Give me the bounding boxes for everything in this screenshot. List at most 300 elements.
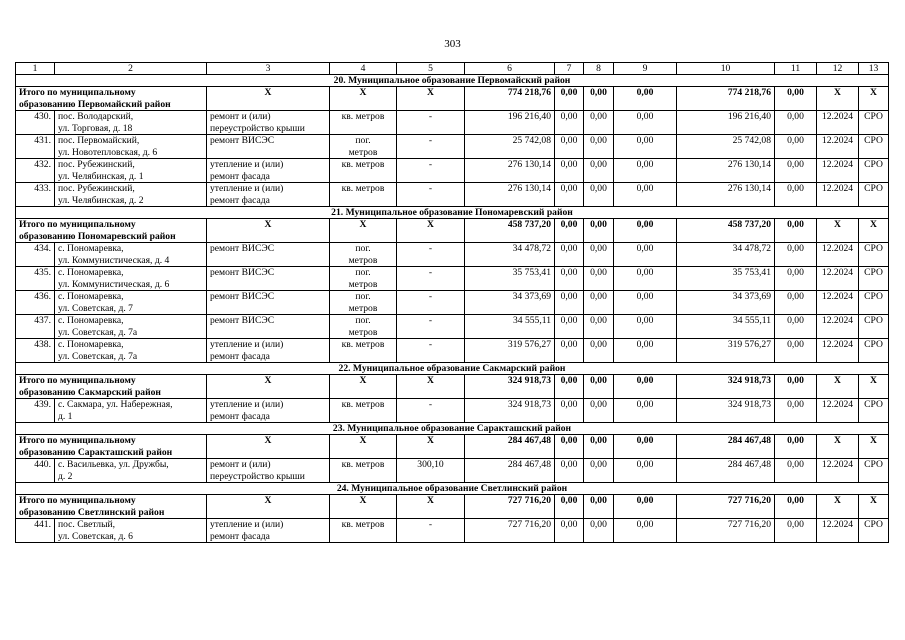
- row-number: 440.: [16, 459, 55, 483]
- cost-cell: 34 555,11: [677, 315, 775, 339]
- address-cell: [55, 183, 207, 207]
- total-cell: 0,00: [614, 495, 677, 519]
- total-cell: X: [859, 219, 889, 243]
- unit-cell: [330, 159, 397, 183]
- cost-cell: 324 918,73: [465, 399, 555, 423]
- unit-cell: [330, 315, 397, 339]
- work-type-cell: [207, 135, 330, 159]
- work-type-cell-line1: утепление и (или): [210, 399, 284, 410]
- section-title: 20. Муниципальное образование Первомайский район: [16, 75, 889, 87]
- total-cell: 0,00: [775, 375, 817, 399]
- column-number: 13: [859, 63, 889, 75]
- section-title-row: [16, 483, 889, 495]
- deadline-cell: 12.2024: [817, 267, 859, 291]
- value-cell: 0,00: [614, 315, 677, 339]
- cost-cell: 34 478,72: [465, 243, 555, 267]
- quantity-cell: -: [397, 243, 465, 267]
- unit-cell-line2: метров: [348, 302, 378, 314]
- work-type-cell: [207, 459, 330, 483]
- row-number: 436.: [16, 291, 55, 315]
- address-cell-line1: с. Пономаревка,: [58, 315, 124, 326]
- total-cost: 774 218,76: [677, 87, 775, 111]
- work-type-cell-line1: ремонт ВИСЭС: [210, 267, 275, 278]
- method-cell: СРО: [859, 159, 889, 183]
- deadline-cell: 12.2024: [817, 111, 859, 135]
- work-type-cell: [207, 291, 330, 315]
- address-cell: [55, 339, 207, 363]
- total-label: [16, 87, 207, 111]
- total-cost: 324 918,73: [677, 375, 775, 399]
- unit-cell-line1: кв. метров: [341, 159, 385, 170]
- deadline-cell: 12.2024: [817, 135, 859, 159]
- value-cell: 0,00: [584, 111, 614, 135]
- method-cell: СРО: [859, 135, 889, 159]
- row-number: 432.: [16, 159, 55, 183]
- column-number: 10: [677, 63, 775, 75]
- table-row: [16, 135, 889, 159]
- value-cell: 0,00: [775, 315, 817, 339]
- deadline-cell: 12.2024: [817, 399, 859, 423]
- total-cell: X: [207, 495, 330, 519]
- address-cell-line2: ул. Коммунистическая, д. 6: [58, 278, 170, 290]
- table-row: [16, 339, 889, 363]
- deadline-cell: 12.2024: [817, 243, 859, 267]
- work-type-cell-line1: ремонт ВИСЭС: [210, 315, 275, 326]
- total-cost: 774 218,76: [465, 87, 555, 111]
- column-number: 3: [207, 63, 330, 75]
- address-cell-line1: пос. Рубежинский,: [58, 183, 135, 194]
- section-total-row: [16, 219, 889, 243]
- column-number: 11: [775, 63, 817, 75]
- unit-cell: [330, 183, 397, 207]
- work-type-cell: [207, 315, 330, 339]
- method-cell: СРО: [859, 291, 889, 315]
- value-cell: 0,00: [555, 399, 584, 423]
- value-cell: 0,00: [775, 267, 817, 291]
- quantity-cell: -: [397, 339, 465, 363]
- row-number: 439.: [16, 399, 55, 423]
- quantity-cell: -: [397, 315, 465, 339]
- column-number: 1: [16, 63, 55, 75]
- address-cell-line1: с. Пономаревка,: [58, 243, 124, 254]
- unit-cell-line1: пог.: [355, 315, 371, 326]
- table-row: [16, 111, 889, 135]
- address-cell: [55, 399, 207, 423]
- column-number: 8: [584, 63, 614, 75]
- value-cell: 0,00: [614, 267, 677, 291]
- column-number: 7: [555, 63, 584, 75]
- work-type-cell: [207, 111, 330, 135]
- work-type-cell-line1: ремонт и (или): [210, 459, 271, 470]
- quantity-cell: -: [397, 135, 465, 159]
- unit-cell-line1: кв. метров: [341, 111, 385, 122]
- quantity-cell: -: [397, 159, 465, 183]
- total-cost: 324 918,73: [465, 375, 555, 399]
- cost-cell: 34 373,69: [465, 291, 555, 315]
- cost-cell: 284 467,48: [465, 459, 555, 483]
- total-cell: X: [859, 87, 889, 111]
- total-cell: X: [397, 495, 465, 519]
- total-cell: 0,00: [584, 375, 614, 399]
- work-type-cell: [207, 159, 330, 183]
- quantity-cell: -: [397, 291, 465, 315]
- address-cell-line1: пос. Рубежинский,: [58, 159, 135, 170]
- unit-cell-line1: кв. метров: [341, 459, 385, 470]
- cost-cell: 35 753,41: [465, 267, 555, 291]
- total-cost: 458 737,20: [465, 219, 555, 243]
- unit-cell-line2: метров: [348, 146, 378, 158]
- value-cell: 0,00: [555, 315, 584, 339]
- value-cell: 0,00: [584, 399, 614, 423]
- work-type-cell-line2: ремонт фасада: [210, 530, 270, 542]
- value-cell: 0,00: [775, 459, 817, 483]
- value-cell: 0,00: [555, 291, 584, 315]
- quantity-cell: -: [397, 399, 465, 423]
- address-cell: [55, 291, 207, 315]
- column-number-row: [16, 63, 889, 75]
- table-row: [16, 243, 889, 267]
- address-cell: [55, 459, 207, 483]
- cost-cell: 324 918,73: [677, 399, 775, 423]
- cost-cell: 35 753,41: [677, 267, 775, 291]
- value-cell: 0,00: [584, 267, 614, 291]
- section-title: 21. Муниципальное образование Пономаревский район: [16, 207, 889, 219]
- work-type-cell-line1: утепление и (или): [210, 183, 284, 194]
- capital-repair-table: [15, 62, 889, 543]
- section-total-row: [16, 435, 889, 459]
- total-cell: 0,00: [584, 435, 614, 459]
- address-cell: [55, 111, 207, 135]
- total-cell: 0,00: [775, 495, 817, 519]
- total-label-line2: образованию Светлинский район: [19, 506, 165, 518]
- work-type-cell-line1: утепление и (или): [210, 159, 284, 170]
- value-cell: 0,00: [584, 159, 614, 183]
- work-type-cell: [207, 399, 330, 423]
- table-row: [16, 159, 889, 183]
- value-cell: 0,00: [614, 339, 677, 363]
- value-cell: 0,00: [584, 315, 614, 339]
- unit-cell-line2: метров: [348, 326, 378, 338]
- total-cell: 0,00: [614, 375, 677, 399]
- work-type-cell-line2: переустройство крыши: [210, 122, 305, 134]
- total-cell: 0,00: [555, 435, 584, 459]
- column-number: 2: [55, 63, 207, 75]
- unit-cell-line1: кв. метров: [341, 339, 385, 350]
- section-total-row: [16, 87, 889, 111]
- column-number: 12: [817, 63, 859, 75]
- total-label-line2: образованию Сакмарский район: [19, 386, 161, 398]
- method-cell: СРО: [859, 183, 889, 207]
- cost-cell: 276 130,14: [677, 183, 775, 207]
- address-cell: [55, 267, 207, 291]
- value-cell: 0,00: [584, 243, 614, 267]
- total-cell: X: [330, 219, 397, 243]
- cost-cell: 196 216,40: [465, 111, 555, 135]
- table-row: [16, 291, 889, 315]
- table-row: [16, 183, 889, 207]
- total-cell: X: [207, 375, 330, 399]
- total-label-line2: образованию Первомайский район: [19, 98, 171, 110]
- total-label: [16, 219, 207, 243]
- quantity-cell: -: [397, 111, 465, 135]
- unit-cell-line2: метров: [348, 278, 378, 290]
- value-cell: 0,00: [775, 135, 817, 159]
- total-cell: 0,00: [555, 219, 584, 243]
- value-cell: 0,00: [584, 183, 614, 207]
- unit-cell: [330, 267, 397, 291]
- row-number: 438.: [16, 339, 55, 363]
- value-cell: 0,00: [555, 183, 584, 207]
- unit-cell-line1: пог.: [355, 267, 371, 278]
- unit-cell: [330, 519, 397, 543]
- total-label-line2: образованию Пономаревский район: [19, 230, 176, 242]
- unit-cell: [330, 111, 397, 135]
- value-cell: 0,00: [584, 291, 614, 315]
- work-type-cell-line2: ремонт фасада: [210, 194, 270, 206]
- address-cell-line1: пос. Первомайский,: [58, 135, 140, 146]
- address-cell-line2: ул. Челябинская, д. 1: [58, 170, 144, 182]
- deadline-cell: 12.2024: [817, 519, 859, 543]
- total-label-line2: образованию Саракташский район: [19, 446, 173, 458]
- unit-cell-line1: кв. метров: [341, 183, 385, 194]
- section-title-row: [16, 363, 889, 375]
- method-cell: СРО: [859, 399, 889, 423]
- cost-cell: 276 130,14: [677, 159, 775, 183]
- address-cell-line2: ул. Торговая, д. 18: [58, 122, 133, 134]
- column-number: 6: [465, 63, 555, 75]
- table-row: [16, 459, 889, 483]
- cost-cell: 34 373,69: [677, 291, 775, 315]
- work-type-cell: [207, 243, 330, 267]
- section-title-row: [16, 423, 889, 435]
- work-type-cell-line2: ремонт фасада: [210, 350, 270, 362]
- table-row: [16, 519, 889, 543]
- method-cell: СРО: [859, 243, 889, 267]
- column-number: 5: [397, 63, 465, 75]
- value-cell: 0,00: [775, 159, 817, 183]
- quantity-cell: -: [397, 267, 465, 291]
- unit-cell: [330, 459, 397, 483]
- total-cell: 0,00: [584, 495, 614, 519]
- address-cell-line2: ул. Советская, д. 7а: [58, 350, 138, 362]
- address-cell-line2: д. 2: [58, 470, 73, 482]
- value-cell: 0,00: [775, 243, 817, 267]
- page-number: 303: [444, 38, 461, 50]
- value-cell: 0,00: [584, 459, 614, 483]
- total-cost: 727 716,20: [465, 495, 555, 519]
- table-row: [16, 399, 889, 423]
- total-cell: 0,00: [584, 219, 614, 243]
- work-type-cell-line2: ремонт фасада: [210, 170, 270, 182]
- total-cell: 0,00: [614, 87, 677, 111]
- column-number: 4: [330, 63, 397, 75]
- unit-cell-line1: кв. метров: [341, 399, 385, 410]
- value-cell: 0,00: [555, 339, 584, 363]
- total-label-line1: Итого по муниципальному: [19, 219, 136, 230]
- unit-cell-line2: метров: [348, 254, 378, 266]
- total-label: [16, 495, 207, 519]
- section-title: 23. Муниципальное образование Саракташский район: [16, 423, 889, 435]
- value-cell: 0,00: [775, 399, 817, 423]
- total-cell: X: [397, 87, 465, 111]
- cost-cell: 34 478,72: [677, 243, 775, 267]
- work-type-cell-line1: ремонт ВИСЭС: [210, 243, 275, 254]
- total-cost: 284 467,48: [465, 435, 555, 459]
- value-cell: 0,00: [555, 111, 584, 135]
- section-total-row: [16, 495, 889, 519]
- total-cell: X: [207, 435, 330, 459]
- address-cell-line2: ул. Челябинская, д. 2: [58, 194, 144, 206]
- address-cell: [55, 159, 207, 183]
- cost-cell: 319 576,27: [465, 339, 555, 363]
- method-cell: СРО: [859, 111, 889, 135]
- total-label: [16, 435, 207, 459]
- total-cell: 0,00: [775, 219, 817, 243]
- work-type-cell-line1: ремонт ВИСЭС: [210, 135, 275, 146]
- value-cell: 0,00: [555, 243, 584, 267]
- total-label-line1: Итого по муниципальному: [19, 435, 136, 446]
- cost-cell: 284 467,48: [677, 459, 775, 483]
- total-cell: 0,00: [614, 435, 677, 459]
- total-label: [16, 375, 207, 399]
- total-cell: 0,00: [555, 87, 584, 111]
- value-cell: 0,00: [555, 459, 584, 483]
- work-type-cell: [207, 183, 330, 207]
- unit-cell-line1: пог.: [355, 291, 371, 302]
- value-cell: 0,00: [775, 519, 817, 543]
- total-cell: X: [397, 435, 465, 459]
- deadline-cell: 12.2024: [817, 291, 859, 315]
- total-cell: 0,00: [775, 87, 817, 111]
- cost-cell: 727 716,20: [677, 519, 775, 543]
- work-type-cell-line1: утепление и (или): [210, 519, 284, 530]
- address-cell-line2: ул. Коммунистическая, д. 4: [58, 254, 170, 266]
- total-label-line1: Итого по муниципальному: [19, 495, 136, 506]
- table-row: [16, 267, 889, 291]
- address-cell-line1: с. Сакмара, ул. Набережная,: [58, 399, 173, 410]
- work-type-cell: [207, 267, 330, 291]
- total-cell: 0,00: [555, 495, 584, 519]
- total-cell: X: [817, 495, 859, 519]
- work-type-cell-line2: переустройство крыши: [210, 470, 305, 482]
- cost-cell: 25 742,08: [677, 135, 775, 159]
- cost-cell: 25 742,08: [465, 135, 555, 159]
- unit-cell-line1: кв. метров: [341, 519, 385, 530]
- value-cell: 0,00: [614, 135, 677, 159]
- value-cell: 0,00: [555, 135, 584, 159]
- row-number: 435.: [16, 267, 55, 291]
- total-cell: 0,00: [775, 435, 817, 459]
- section-total-row: [16, 375, 889, 399]
- total-cell: 0,00: [614, 219, 677, 243]
- address-cell-line1: с. Пономаревка,: [58, 291, 124, 302]
- row-number: 433.: [16, 183, 55, 207]
- table-body: [16, 63, 889, 543]
- work-type-cell-line1: ремонт ВИСЭС: [210, 291, 275, 302]
- total-cell: X: [207, 87, 330, 111]
- unit-cell-line1: пог.: [355, 135, 371, 146]
- deadline-cell: 12.2024: [817, 183, 859, 207]
- total-cell: X: [817, 375, 859, 399]
- address-cell-line2: ул. Советская, д. 6: [58, 530, 133, 542]
- unit-cell: [330, 135, 397, 159]
- value-cell: 0,00: [555, 159, 584, 183]
- total-cell: X: [817, 87, 859, 111]
- work-type-cell-line1: ремонт и (или): [210, 111, 271, 122]
- value-cell: 0,00: [614, 111, 677, 135]
- total-cost: 727 716,20: [677, 495, 775, 519]
- total-cell: X: [207, 219, 330, 243]
- address-cell: [55, 519, 207, 543]
- section-title-row: [16, 75, 889, 87]
- value-cell: 0,00: [584, 519, 614, 543]
- total-cell: X: [859, 375, 889, 399]
- address-cell: [55, 315, 207, 339]
- unit-cell-line1: пог.: [355, 243, 371, 254]
- value-cell: 0,00: [614, 459, 677, 483]
- cost-cell: 727 716,20: [465, 519, 555, 543]
- method-cell: СРО: [859, 519, 889, 543]
- deadline-cell: 12.2024: [817, 315, 859, 339]
- unit-cell: [330, 243, 397, 267]
- total-cell: X: [330, 495, 397, 519]
- address-cell-line1: с. Пономаревка,: [58, 267, 124, 278]
- method-cell: СРО: [859, 315, 889, 339]
- table-row: [16, 315, 889, 339]
- total-cell: X: [397, 219, 465, 243]
- total-cell: X: [859, 435, 889, 459]
- value-cell: 0,00: [775, 339, 817, 363]
- value-cell: 0,00: [555, 519, 584, 543]
- total-cell: 0,00: [555, 375, 584, 399]
- row-number: 437.: [16, 315, 55, 339]
- value-cell: 0,00: [614, 399, 677, 423]
- total-cell: X: [330, 375, 397, 399]
- cost-cell: 276 130,14: [465, 159, 555, 183]
- total-cell: X: [817, 435, 859, 459]
- value-cell: 0,00: [555, 267, 584, 291]
- total-cell: X: [817, 219, 859, 243]
- total-cell: X: [330, 435, 397, 459]
- quantity-cell: 300,10: [397, 459, 465, 483]
- cost-cell: 196 216,40: [677, 111, 775, 135]
- row-number: 434.: [16, 243, 55, 267]
- address-cell-line1: пос. Светлый,: [58, 519, 116, 530]
- address-cell-line2: д. 1: [58, 410, 73, 422]
- work-type-cell-line1: утепление и (или): [210, 339, 284, 350]
- address-cell-line2: ул. Советская, д. 7а: [58, 326, 138, 338]
- value-cell: 0,00: [584, 339, 614, 363]
- deadline-cell: 12.2024: [817, 159, 859, 183]
- total-cell: X: [859, 495, 889, 519]
- row-number: 431.: [16, 135, 55, 159]
- total-cell: X: [397, 375, 465, 399]
- address-cell-line1: с. Пономаревка,: [58, 339, 124, 350]
- unit-cell: [330, 291, 397, 315]
- value-cell: 0,00: [775, 111, 817, 135]
- value-cell: 0,00: [775, 183, 817, 207]
- address-cell: [55, 135, 207, 159]
- row-number: 441.: [16, 519, 55, 543]
- unit-cell: [330, 339, 397, 363]
- value-cell: 0,00: [614, 183, 677, 207]
- total-cost: 458 737,20: [677, 219, 775, 243]
- total-cost: 284 467,48: [677, 435, 775, 459]
- address-cell-line2: ул. Новотепловская, д. 6: [58, 146, 158, 158]
- quantity-cell: -: [397, 519, 465, 543]
- work-type-cell-line2: ремонт фасада: [210, 410, 270, 422]
- deadline-cell: 12.2024: [817, 339, 859, 363]
